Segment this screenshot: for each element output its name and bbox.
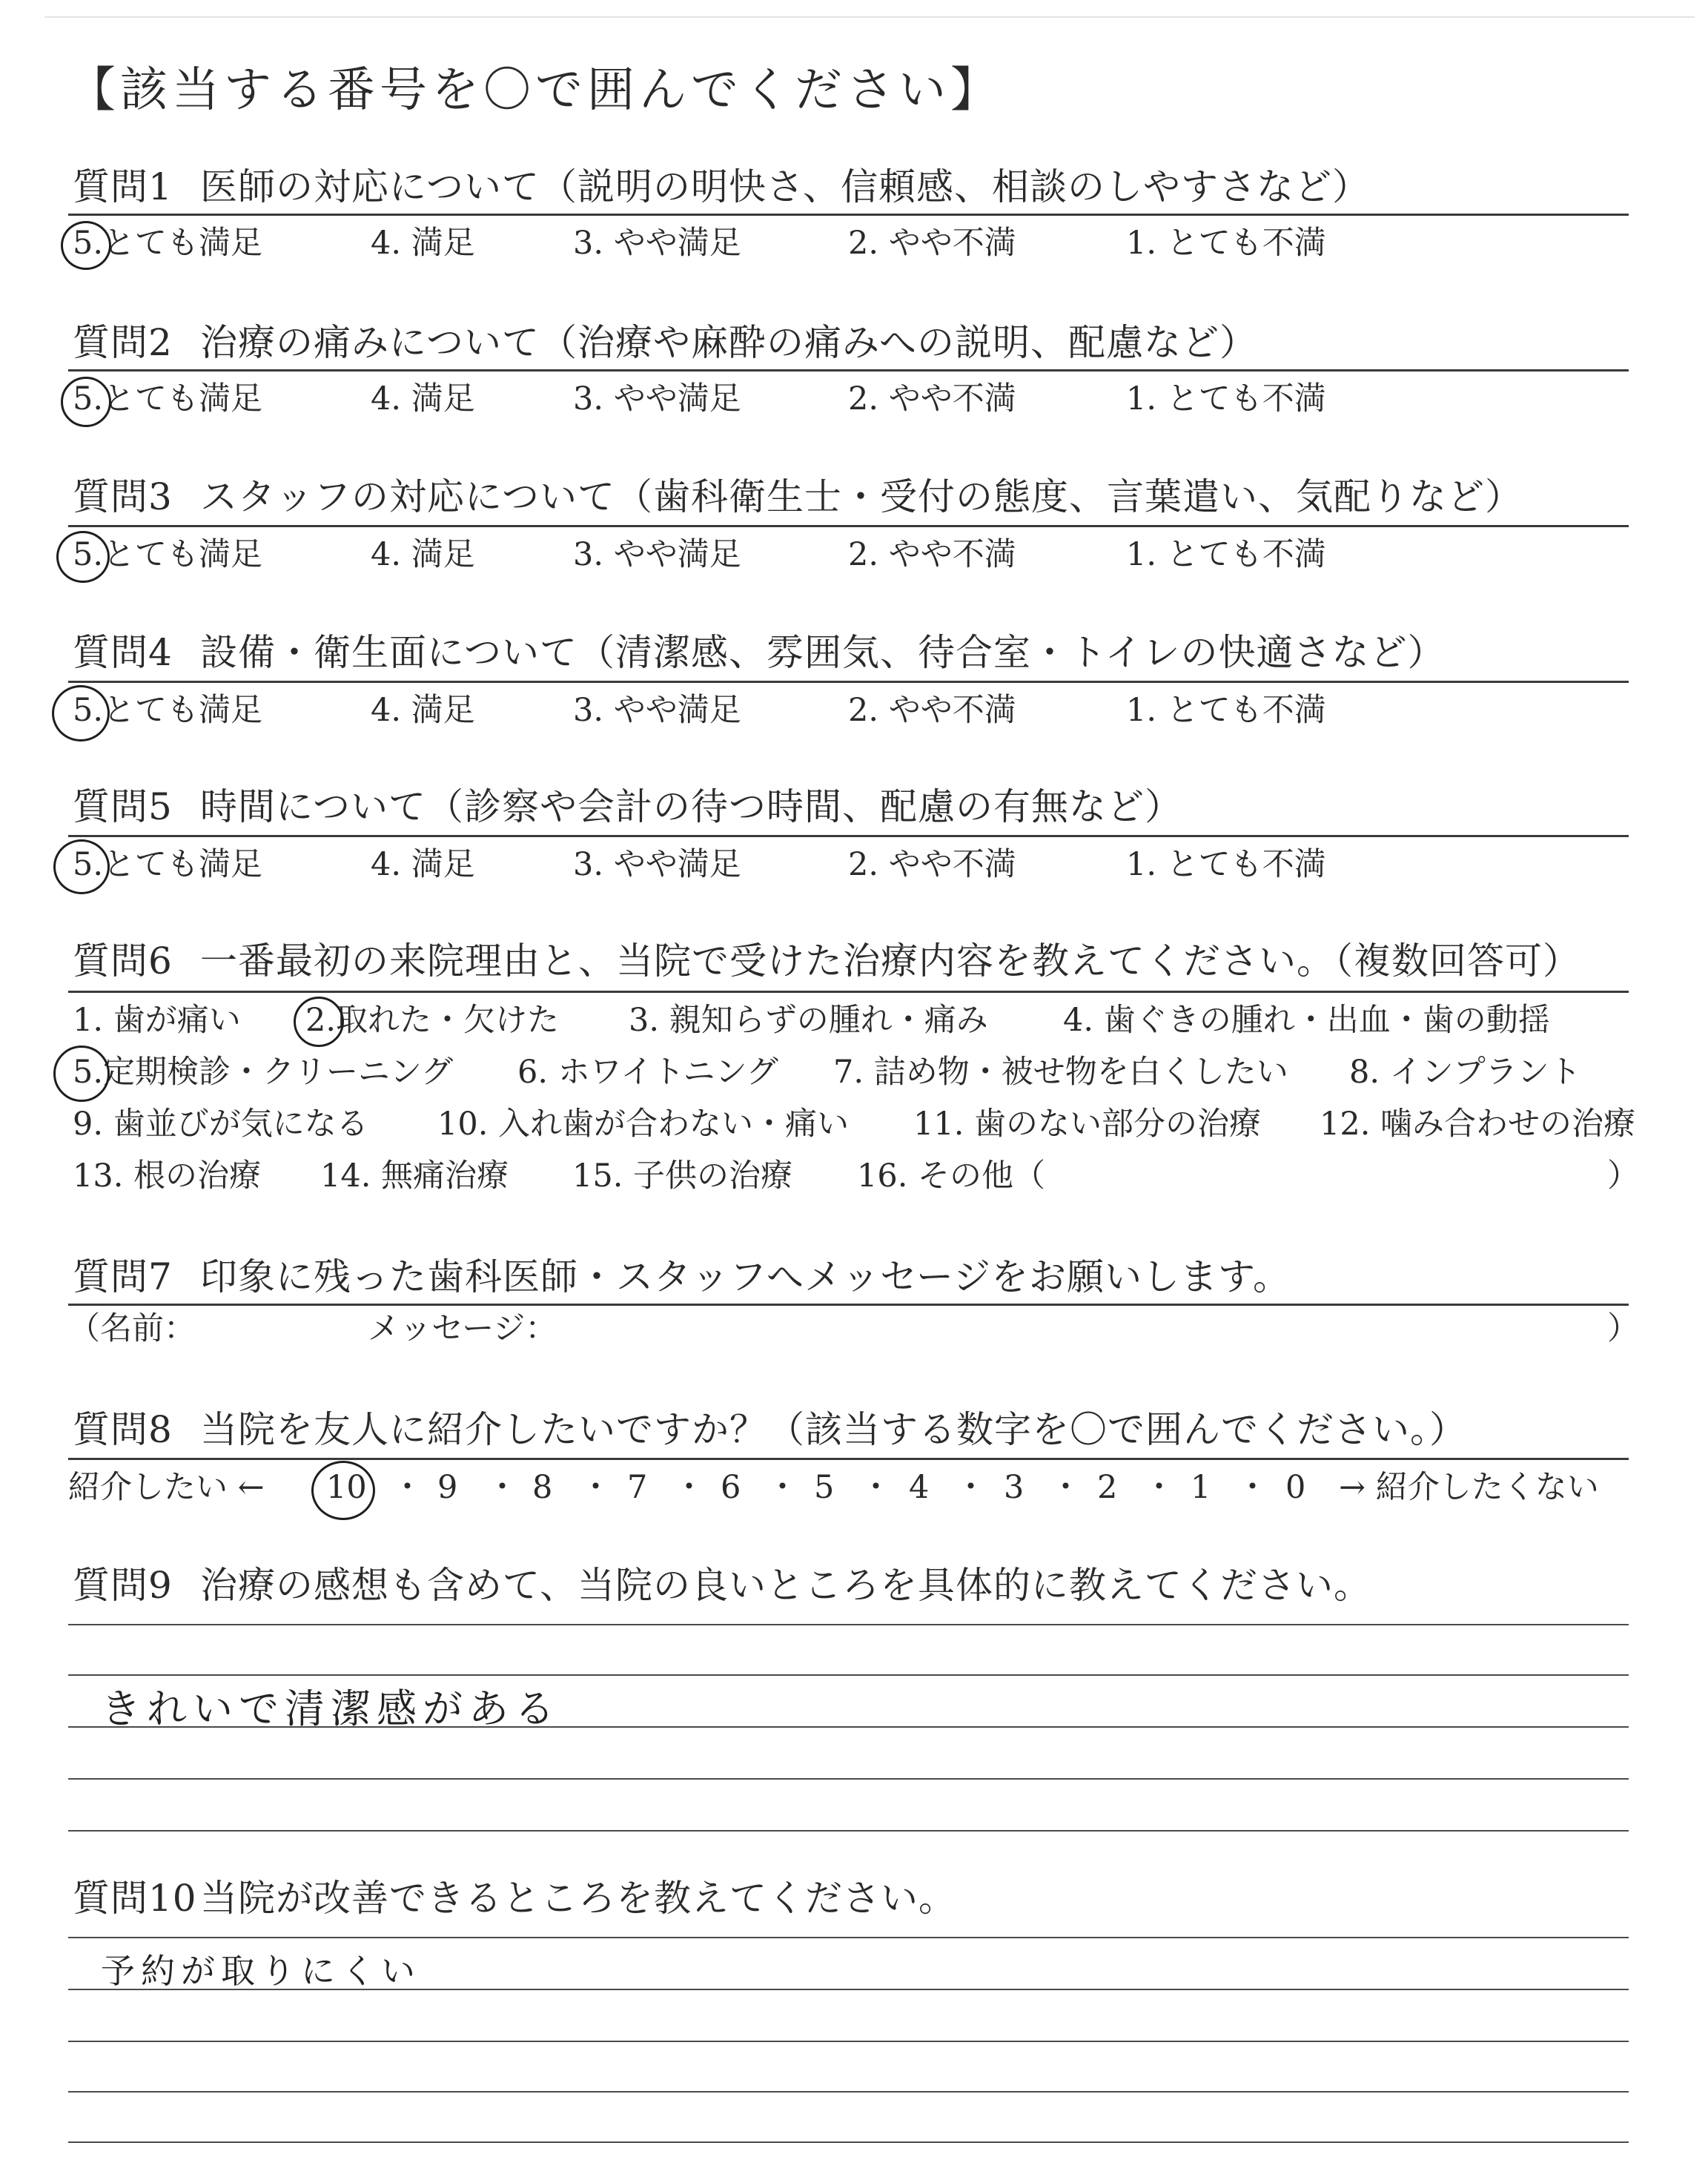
q8-scale-9[interactable]: 9 xyxy=(437,1469,458,1506)
q5-option-3[interactable]: 3. やや満足 xyxy=(573,846,741,883)
q3-option-1[interactable]: 1. とても不満 xyxy=(1126,536,1326,573)
q5-option-5[interactable]: 5.とても満足 xyxy=(73,846,263,883)
q2-option-4[interactable]: 4. 満足 xyxy=(371,380,475,417)
q8-selection-circle xyxy=(311,1461,375,1520)
question-9-text: 治療の感想も含めて、当院の良いところを具体的に教えてください。 xyxy=(200,1564,1371,1607)
q1-option-2[interactable]: 2. やや不満 xyxy=(848,225,1016,262)
q8-separator: ・ xyxy=(860,1469,892,1506)
q9-answer-line-4 xyxy=(68,1778,1629,1780)
q8-scale-5[interactable]: 5 xyxy=(814,1469,835,1506)
q2-option-1[interactable]: 1. とても不満 xyxy=(1126,380,1326,417)
q6-option-6[interactable]: 6. ホワイトニング xyxy=(517,1054,778,1091)
question-4-rule xyxy=(68,681,1629,683)
q6-option-4[interactable]: 4. 歯ぐきの腫れ・出血・歯の動揺 xyxy=(1063,1002,1550,1039)
q8-scale-10[interactable]: 10 xyxy=(326,1469,367,1506)
question-5-text: 時間について（診察や会計の待つ時間、配慮の有無など） xyxy=(200,785,1182,828)
q8-separator: ・ xyxy=(391,1469,423,1506)
q10-answer-line-5 xyxy=(68,2141,1629,2143)
q4-option-3[interactable]: 3. やや満足 xyxy=(573,692,741,729)
question-4-text: 設備・衛生面について（清潔感、雰囲気、待合室・トイレの快適さなど） xyxy=(200,631,1446,674)
q7-name-label[interactable]: （名前： xyxy=(68,1310,196,1347)
q1-option-1[interactable]: 1. とても不満 xyxy=(1126,225,1326,262)
question-1-text: 医師の対応について（説明の明快さ、信頼感、相談のしやすさなど） xyxy=(200,165,1370,208)
q10-handwritten-answer[interactable]: 予約が取りにくい xyxy=(101,1951,421,1991)
q6-option-11[interactable]: 11. 歯のない部分の治療 xyxy=(913,1106,1262,1143)
question-3-text: スタッフの対応について（歯科衛生士・受付の態度、言葉遣い、気配りなど） xyxy=(200,475,1523,518)
q3-selection-circle xyxy=(56,531,110,583)
q6-option-2[interactable]: 2.取れた・欠けた xyxy=(305,1002,560,1039)
q6-option-8[interactable]: 8. インプラント xyxy=(1349,1054,1581,1091)
q3-option-3[interactable]: 3. やや満足 xyxy=(573,536,741,573)
q6-option-15[interactable]: 15. 子供の治療 xyxy=(572,1157,793,1195)
question-5-title xyxy=(73,785,1182,829)
q8-scale-6[interactable]: 6 xyxy=(721,1469,741,1506)
question-3-title xyxy=(73,475,1523,519)
q2-selection-circle xyxy=(61,377,111,427)
question-6-text: 一番最初の来院理由と、当院で受けた治療内容を教えてください。（複数回答可） xyxy=(200,939,1580,982)
question-9-title xyxy=(73,1563,1371,1608)
q6-option-9[interactable]: 9. 歯並びが気になる xyxy=(73,1106,368,1143)
q8-scale-2[interactable]: 2 xyxy=(1097,1469,1118,1506)
q1-option-5[interactable]: 5.とても満足 xyxy=(73,225,263,262)
q9-handwritten-answer[interactable]: きれいで清潔感がある xyxy=(101,1685,560,1732)
q6-option-1[interactable]: 1. 歯が痛い xyxy=(73,1002,241,1039)
question-3-rule xyxy=(68,525,1629,527)
q4-option-2[interactable]: 2. やや不満 xyxy=(848,692,1016,729)
q8-left-label: 紹介したい ← xyxy=(68,1469,265,1506)
q6-option-12[interactable]: 12. 噛み合わせの治療 xyxy=(1320,1106,1636,1143)
question-7-text: 印象に残った歯科医師・スタッフへメッセージをお願いします。 xyxy=(200,1255,1291,1298)
question-1-number: 質問1 xyxy=(73,165,173,208)
q1-option-3[interactable]: 3. やや満足 xyxy=(573,225,741,262)
question-6-rule xyxy=(68,991,1629,993)
q5-option-4[interactable]: 4. 満足 xyxy=(371,846,475,883)
q3-option-4[interactable]: 4. 満足 xyxy=(371,536,475,573)
question-2-rule xyxy=(68,369,1629,371)
q2-option-5[interactable]: 5.とても満足 xyxy=(73,380,263,417)
question-10-title xyxy=(73,1876,956,1920)
question-8-number: 質問8 xyxy=(73,1408,173,1451)
question-1-rule xyxy=(68,214,1629,216)
q6-option-16[interactable]: 16. その他（ xyxy=(857,1157,1046,1195)
q8-scale-4[interactable]: 4 xyxy=(909,1469,930,1506)
q8-separator: ・ xyxy=(767,1469,798,1506)
q8-separator: ・ xyxy=(955,1469,987,1506)
top-edge-rule xyxy=(44,16,1695,18)
q2-option-2[interactable]: 2. やや不満 xyxy=(848,380,1016,417)
q8-separator: ・ xyxy=(580,1469,612,1506)
q9-answer-line-5 xyxy=(68,1830,1629,1832)
q8-scale-7[interactable]: 7 xyxy=(627,1469,648,1506)
q4-option-5[interactable]: 5.とても満足 xyxy=(73,692,263,729)
q6-option-2-selection-circle xyxy=(294,997,344,1047)
q8-separator: ・ xyxy=(486,1469,518,1506)
q7-message-label[interactable]: メッセージ： xyxy=(368,1310,557,1347)
question-4-number: 質問4 xyxy=(73,631,173,674)
q4-selection-circle xyxy=(52,685,110,742)
question-4-title xyxy=(73,630,1446,675)
q8-separator: ・ xyxy=(1143,1469,1175,1506)
question-1-title xyxy=(73,165,1370,209)
question-7-number: 質問7 xyxy=(73,1255,173,1298)
question-2-text: 治療の痛みについて（治療や麻酔の痛みへの説明、配慮など） xyxy=(200,321,1257,364)
q10-answer-line-1 xyxy=(68,1937,1629,1938)
q4-option-1[interactable]: 1. とても不満 xyxy=(1126,692,1326,729)
question-3-number: 質問3 xyxy=(73,475,173,518)
question-8-rule xyxy=(68,1458,1629,1460)
q3-option-2[interactable]: 2. やや不満 xyxy=(848,536,1016,573)
q6-option-10[interactable]: 10. 入れ歯が合わない・痛い xyxy=(437,1106,850,1143)
q10-answer-line-4 xyxy=(68,2091,1629,2093)
question-5-number: 質問5 xyxy=(73,785,173,828)
form-heading: 【該当する番号を〇で囲んでください】 xyxy=(68,63,1002,118)
q8-separator: ・ xyxy=(1237,1469,1268,1506)
question-8-text: 当院を友人に紹介したいですか？（該当する数字を〇で囲んでください。） xyxy=(200,1408,1467,1451)
q1-option-4[interactable]: 4. 満足 xyxy=(371,225,475,262)
q5-selection-circle xyxy=(53,839,110,894)
q3-option-5[interactable]: 5.とても満足 xyxy=(73,536,263,573)
question-10-text: 当院が改善できるところを教えてください。 xyxy=(200,1877,956,1920)
q6-option-14[interactable]: 14. 無痛治療 xyxy=(320,1157,509,1195)
q1-selection-circle xyxy=(61,221,111,270)
q9-answer-line-2 xyxy=(68,1674,1629,1676)
q6-option-7[interactable]: 7. 詰め物・被せ物を白くしたい xyxy=(833,1054,1288,1091)
q6-other-close-paren: ） xyxy=(1607,1157,1639,1195)
question-2-title xyxy=(73,320,1257,365)
q8-separator: ・ xyxy=(673,1469,705,1506)
question-5-rule xyxy=(68,835,1629,837)
q9-answer-line-1 xyxy=(68,1624,1629,1625)
q8-separator: ・ xyxy=(1050,1469,1082,1506)
q5-option-1[interactable]: 1. とても不満 xyxy=(1126,846,1326,883)
question-6-title xyxy=(73,939,1580,983)
question-6-number: 質問6 xyxy=(73,939,173,982)
q8-right-label: → 紹介したくない xyxy=(1339,1469,1599,1506)
question-7-title xyxy=(73,1255,1291,1299)
q7-close-paren: ） xyxy=(1607,1310,1639,1347)
question-7-rule xyxy=(68,1304,1629,1306)
q8-scale-8[interactable]: 8 xyxy=(532,1469,553,1506)
q8-scale-1[interactable]: 1 xyxy=(1191,1469,1211,1506)
q2-option-3[interactable]: 3. やや満足 xyxy=(573,380,741,417)
question-9-number: 質問9 xyxy=(73,1564,173,1607)
question-10-number: 質問10 xyxy=(73,1877,197,1920)
q8-scale-3[interactable]: 3 xyxy=(1004,1469,1025,1506)
q6-option-5-selection-circle xyxy=(53,1046,110,1102)
question-8-title xyxy=(73,1407,1467,1452)
q6-option-13[interactable]: 13. 根の治療 xyxy=(73,1157,262,1195)
q4-option-4[interactable]: 4. 満足 xyxy=(371,692,475,729)
q6-option-5[interactable]: 5.定期検診・クリーニング xyxy=(73,1054,454,1091)
q8-scale-0[interactable]: 0 xyxy=(1285,1469,1306,1506)
q6-option-3[interactable]: 3. 親知らずの腫れ・痛み xyxy=(629,1002,988,1039)
q5-option-2[interactable]: 2. やや不満 xyxy=(848,846,1016,883)
q10-answer-line-3 xyxy=(68,2041,1629,2042)
question-2-number: 質問2 xyxy=(73,321,173,364)
